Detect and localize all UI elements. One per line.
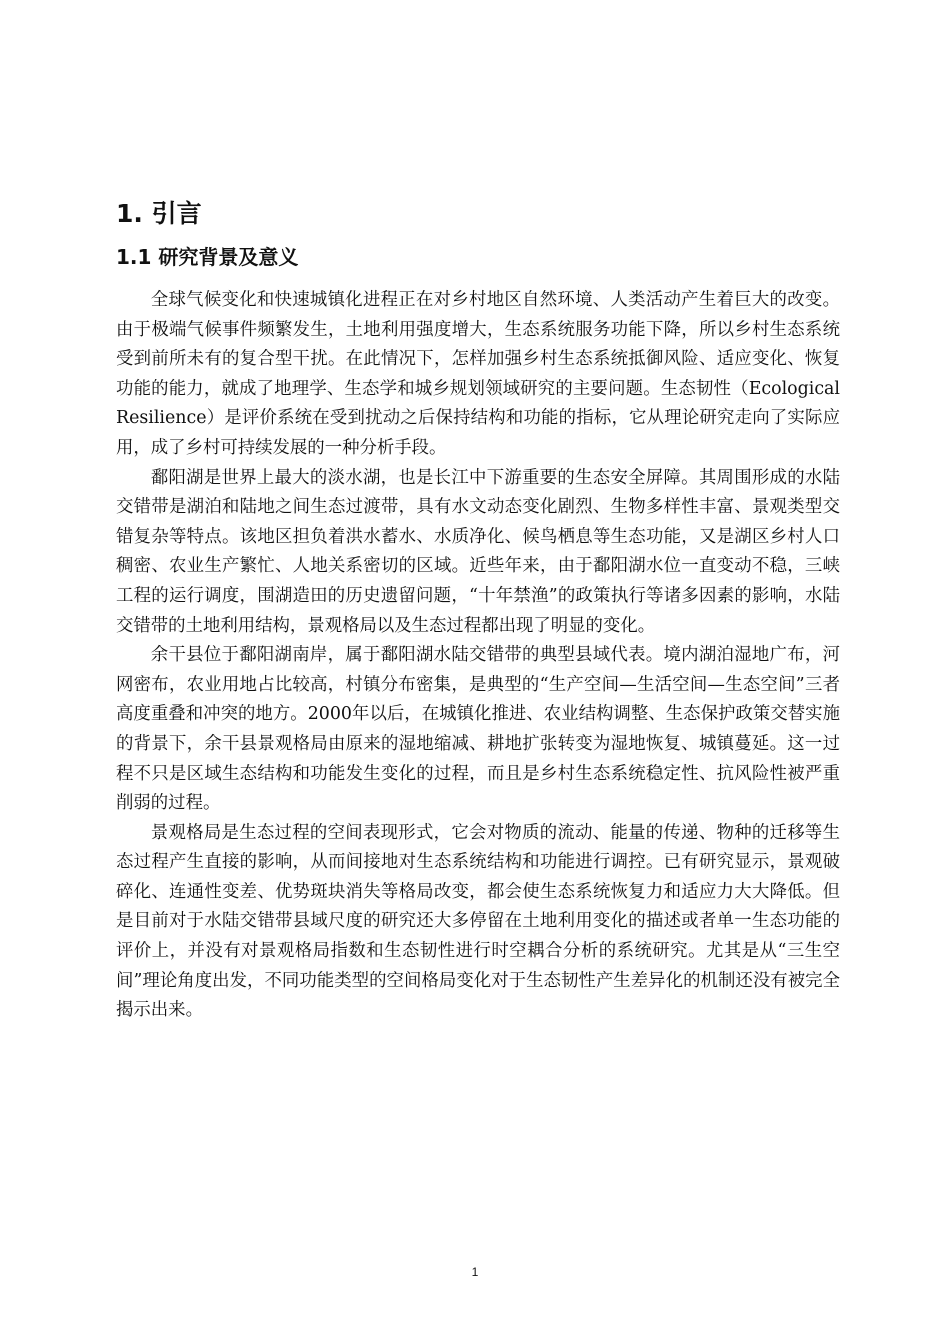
chapter-heading: 1. 引言 [116, 199, 202, 228]
paragraph-4: 景观格局是生态过程的空间表现形式，它会对物质的流动、能量的传递、物种的迁移等生态过程产生直接的影响，从而间接地对生态系统结构和功能进行调控。已有研究显示，景观破碎化、连通性变差、优势斑块消失等格局改变，都会使生态系统恢复力和适应力大大降低。但是目前对于水陆交错带县域尺度的研究还大多停留在土地利用变化的描述或者单一生态功能的评价上，并没有对景观格局指数和生态韧性进行时空耦合分析的系统研究。尤其是从“三生空间”理论角度出发，不同功能类型的空间格局变化对于生态韧性产生差异化的机制还没有被完全揭示出来。 [116, 822, 840, 1021]
page-number: 1 [471, 1265, 479, 1279]
paragraph-2: 鄱阳湖是世界上最大的淡水湖，也是长江中下游重要的生态安全屏障。其周围形成的水陆交错带是湖泊和陆地之间生态过渡带，具有水文动态变化剧烈、生物多样性丰富、景观类型交错复杂等特点。该地区担负着洪水蓄水、水质净化、候鸟栖息等生态功能，又是湖区乡村人口稠密、农业生产繁忙、人地关系密切的区域。近些年来，由于鄱阳湖水位一直变动不稳，三峡工程的运行调度，围湖造田的历史遗留问题，“十年禁渔”的政策执行等诸多因素的影响，水陆交错带的土地利用结构，景观格局以及生态过程都出现了明显的变化。 [116, 467, 840, 636]
paragraph-1: 全球气候变化和快速城镇化进程正在对乡村地区自然环境、人类活动产生着巨大的改变。由于极端气候事件频繁发生，土地利用强度增大，生态系统服务功能下降，所以乡村生态系统受到前所未有的复合型干扰。在此情况下，怎样加强乡村生态系统抵御风险、适应变化、恢复功能的能力，就成了地理学、生态学和城乡规划领域研究的主要问题。生态韧性（Ecological Resilience）是评价系统在受到扰动之后保持结构和功能的指标，它从理论研究走向了实际应用，成了乡村可持续发展的一种分析手段。 [116, 290, 840, 458]
section-heading: 1.1 研究背景及意义 [116, 245, 299, 269]
body-text [116, 286, 840, 1026]
paragraph-3: 余干县位于鄱阳湖南岸，属于鄱阳湖水陆交错带的典型县域代表。境内湖泊湿地广布，河网密布，农业用地占比较高，村镇分布密集，是典型的“生产空间—生活空间—生态空间”三者高度重叠和冲突的地方。2000年以后，在城镇化推进、农业结构调整、生态保护政策交替实施的背景下，余干县景观格局由原来的湿地缩减、耕地扩张转变为湿地恢复、城镇蔓延。这一过程不只是区域生态结构和功能发生变化的过程，而且是乡村生态系统稳定性、抗风险性被严重削弱的过程。 [116, 645, 840, 814]
